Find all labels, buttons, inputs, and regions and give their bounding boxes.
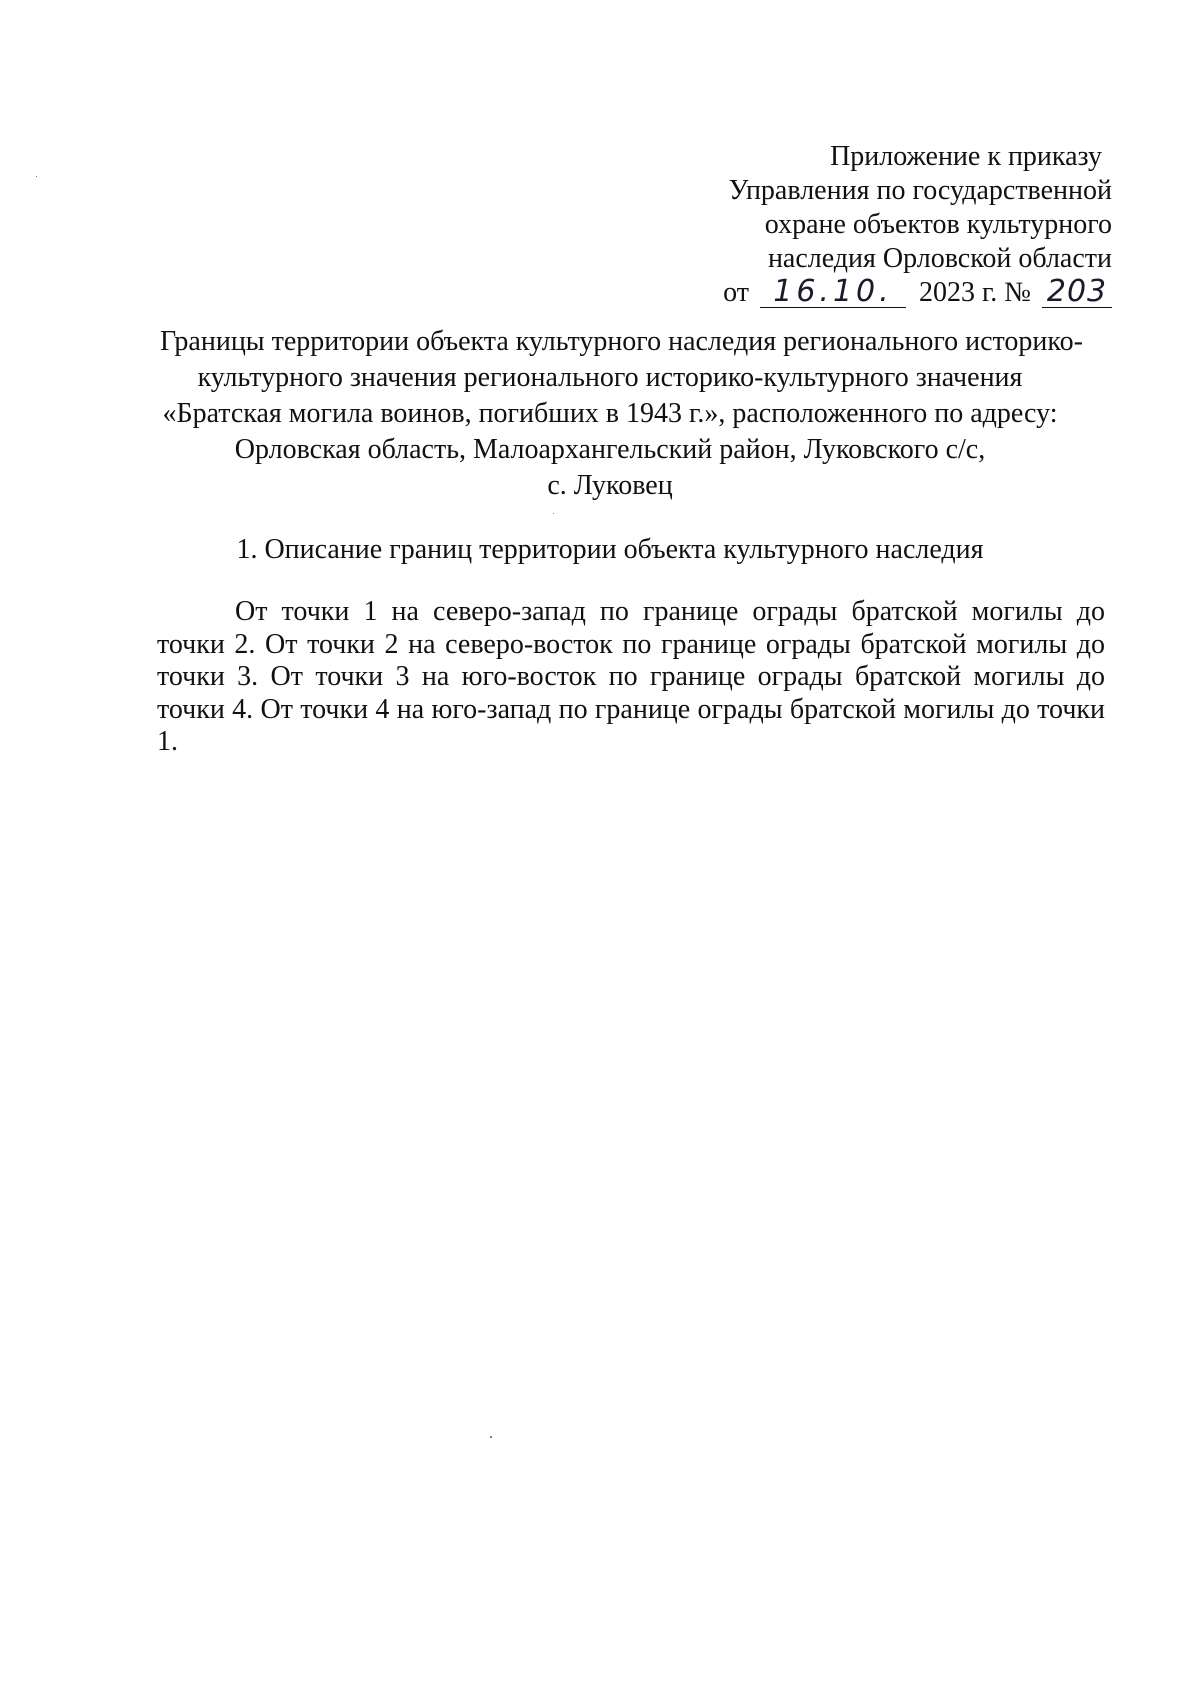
document-title bbox=[160, 324, 1083, 504]
boundary-description-paragraph: От точки 1 на северо-запад по границе ограды братской могилы до точки 2. От точки 2 на северо-восток по границе ограды братской могилы до точки 3. От точки 3 на юго-восток по границе ограды братской могилы до точки 4. От точки 4 на юго-запад по границе ограды братской могилы до точки 1. bbox=[157, 596, 1105, 757]
date-prefix: от bbox=[723, 277, 749, 308]
appendix-line-4: наследия Орловской области bbox=[767, 243, 1112, 274]
title-line-1: Границы территории объекта культурного наследия регионального историко- bbox=[160, 326, 1083, 357]
scan-speck bbox=[553, 513, 554, 514]
scan-speck bbox=[36, 176, 37, 177]
handwritten-order-number: 203 bbox=[1042, 277, 1112, 308]
order-year: 2023 г. № bbox=[918, 277, 1031, 308]
title-line-3: «Братская могила воинов, погибших в 1943 г.», расположенного по адресу: bbox=[162, 398, 1058, 429]
title-line-4: Орловская область, Малоархангельский район, Луковского с/с, bbox=[234, 434, 986, 465]
section-heading: 1. Описание границ территории объекта культурного наследия bbox=[236, 534, 984, 565]
title-line-2: культурного значения регионального историко-культурного значения bbox=[197, 362, 1023, 393]
handwritten-date: 16.10. bbox=[760, 277, 906, 308]
appendix-line-1: Приложение к приказу bbox=[830, 141, 1102, 172]
scan-speck bbox=[490, 1436, 492, 1438]
appendix-line-2: Управления по государственной bbox=[728, 175, 1112, 206]
appendix-line-3: охране объектов культурного bbox=[764, 209, 1112, 240]
appendix-header bbox=[552, 140, 1112, 310]
order-date-line bbox=[552, 276, 1112, 310]
title-line-5: с. Луковец bbox=[547, 470, 673, 501]
